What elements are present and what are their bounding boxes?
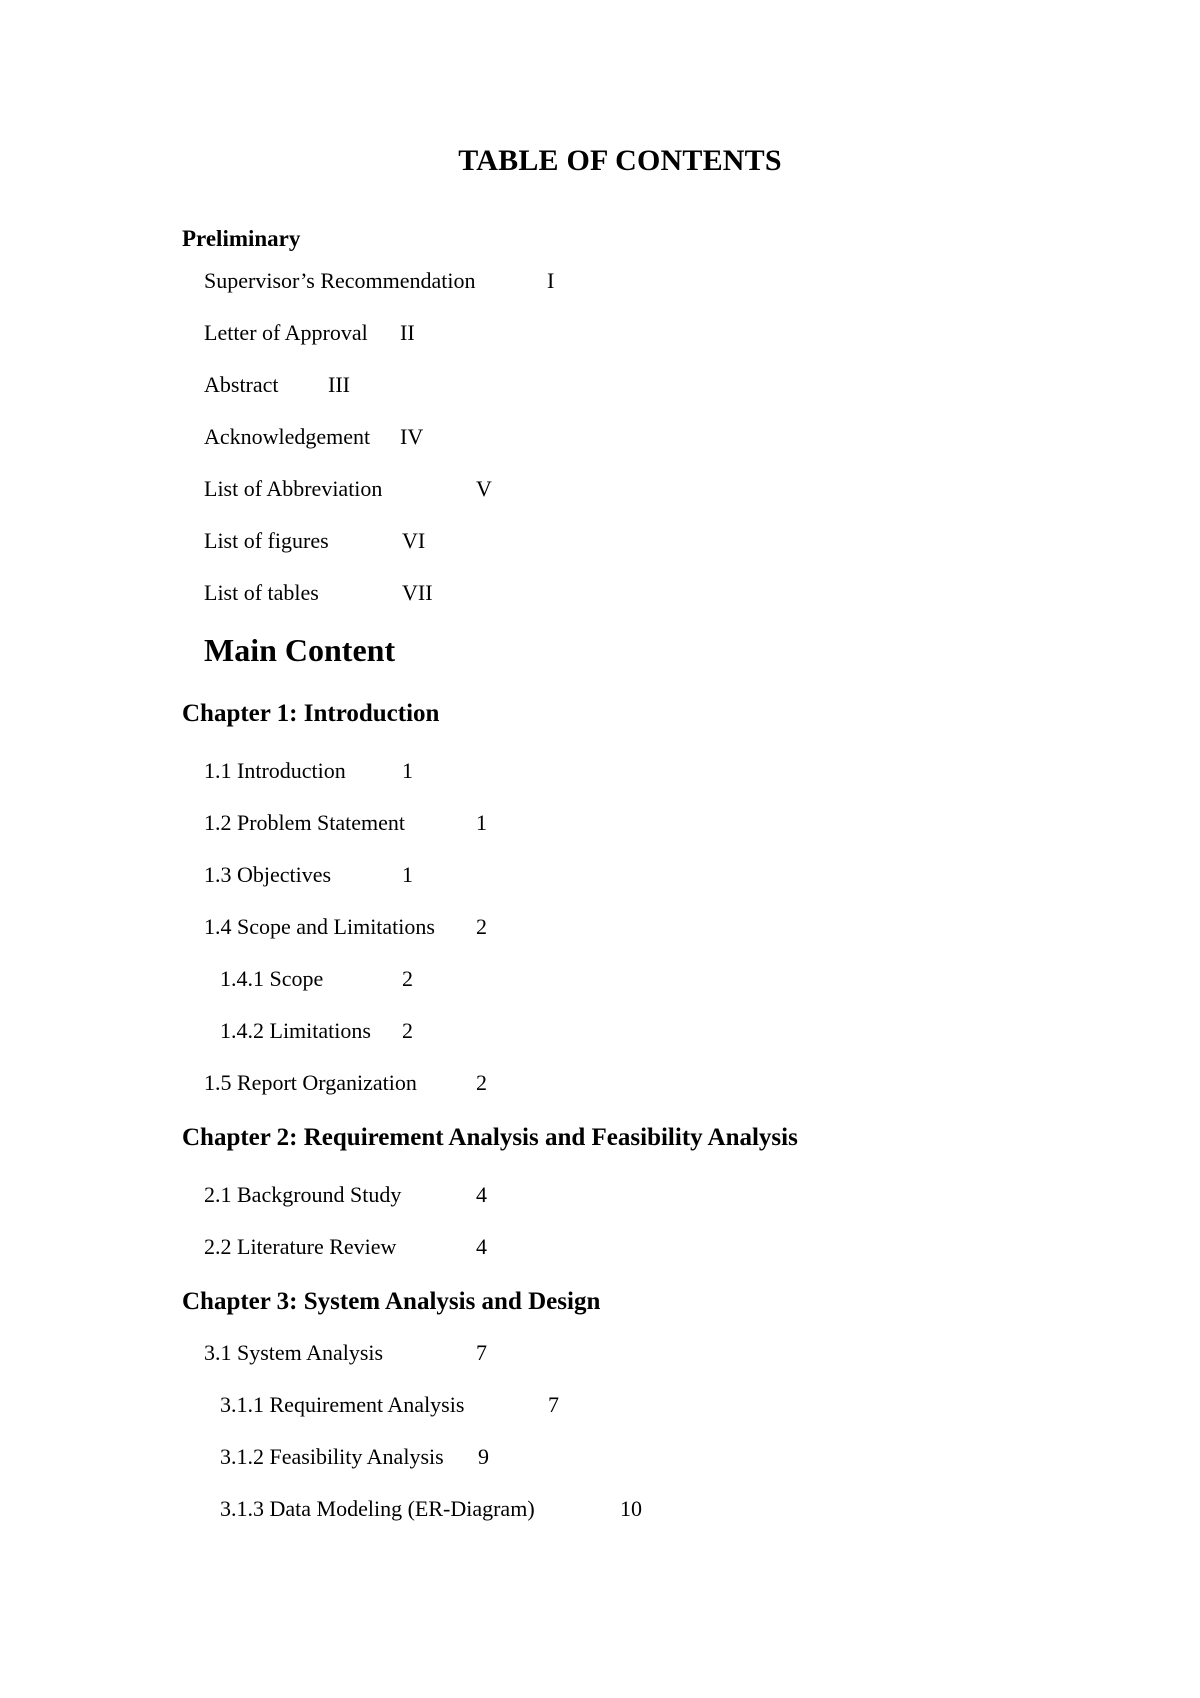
toc-entry-page: 1 bbox=[402, 862, 413, 887]
toc-entry-page: 10 bbox=[620, 1496, 642, 1521]
toc-entry-title: 1.3 Objectives bbox=[204, 862, 332, 887]
toc-entry-title: 1.4.1 Scope bbox=[220, 966, 324, 991]
toc-entry-page: 1 bbox=[476, 810, 487, 835]
toc-entry-page: 4 bbox=[476, 1234, 487, 1259]
toc-entry-page: V bbox=[476, 476, 492, 501]
preliminary-heading: Preliminary bbox=[182, 226, 301, 251]
toc-entry-page: I bbox=[547, 268, 555, 293]
toc-entry-title: 2.1 Background Study bbox=[204, 1182, 402, 1207]
toc-entry-title: Supervisor’s Recommendation bbox=[204, 268, 476, 293]
toc-entry-title: List of tables bbox=[204, 580, 319, 605]
toc-entry-title: 1.5 Report Organization bbox=[204, 1070, 417, 1095]
toc-entry-title: Acknowledgement bbox=[204, 424, 371, 449]
toc-entry-title: 3.1.2 Feasibility Analysis bbox=[220, 1444, 444, 1469]
toc-entry-title: List of figures bbox=[204, 528, 329, 553]
toc-entry-title: Abstract bbox=[204, 372, 279, 397]
toc-entry-title: 3.1.3 Data Modeling (ER-Diagram) bbox=[220, 1496, 535, 1521]
chapter-heading[interactable]: Chapter 3: System Analysis and Design bbox=[182, 1288, 601, 1315]
toc-entry-title: 1.2 Problem Statement bbox=[204, 810, 406, 835]
main-content-heading: Main Content bbox=[204, 632, 396, 668]
toc-entry-title: List of Abbreviation bbox=[204, 476, 383, 501]
toc-entry-page: 2 bbox=[402, 1018, 413, 1043]
toc-entry-page: VII bbox=[402, 580, 433, 605]
toc-entry-title: 1.4 Scope and Limitations bbox=[204, 914, 435, 939]
toc-entry-page: IV bbox=[400, 424, 424, 449]
toc-entry-title: 1.1 Introduction bbox=[204, 758, 346, 783]
page-title: TABLE OF CONTENTS bbox=[458, 144, 782, 177]
toc-entry-page: 4 bbox=[476, 1182, 487, 1207]
chapter-heading[interactable]: Chapter 2: Requirement Analysis and Feasibility Analysis bbox=[182, 1124, 798, 1151]
toc-entry-page: 2 bbox=[402, 966, 413, 991]
toc-entry-title: 3.1 System Analysis bbox=[204, 1340, 384, 1365]
toc-entry-title: 1.4.2 Limitations bbox=[220, 1018, 371, 1043]
toc-entry-page: 2 bbox=[476, 1070, 487, 1095]
toc-entry-title: 2.2 Literature Review bbox=[204, 1234, 397, 1259]
toc-entry-page: II bbox=[400, 320, 415, 345]
chapter-heading[interactable]: Chapter 1: Introduction bbox=[182, 700, 440, 727]
toc-entry-title: 3.1.1 Requirement Analysis bbox=[220, 1392, 465, 1417]
toc-entry-page: 2 bbox=[476, 914, 487, 939]
toc-entry-page: 7 bbox=[476, 1340, 487, 1365]
toc-entry-page: 1 bbox=[402, 758, 413, 783]
toc-entry-page: 7 bbox=[548, 1392, 559, 1417]
toc-entry-page: VI bbox=[402, 528, 426, 553]
toc-entry-page: 9 bbox=[478, 1444, 489, 1469]
toc-entry-title: Letter of Approval bbox=[204, 320, 368, 345]
toc-entry-page: III bbox=[328, 372, 350, 397]
